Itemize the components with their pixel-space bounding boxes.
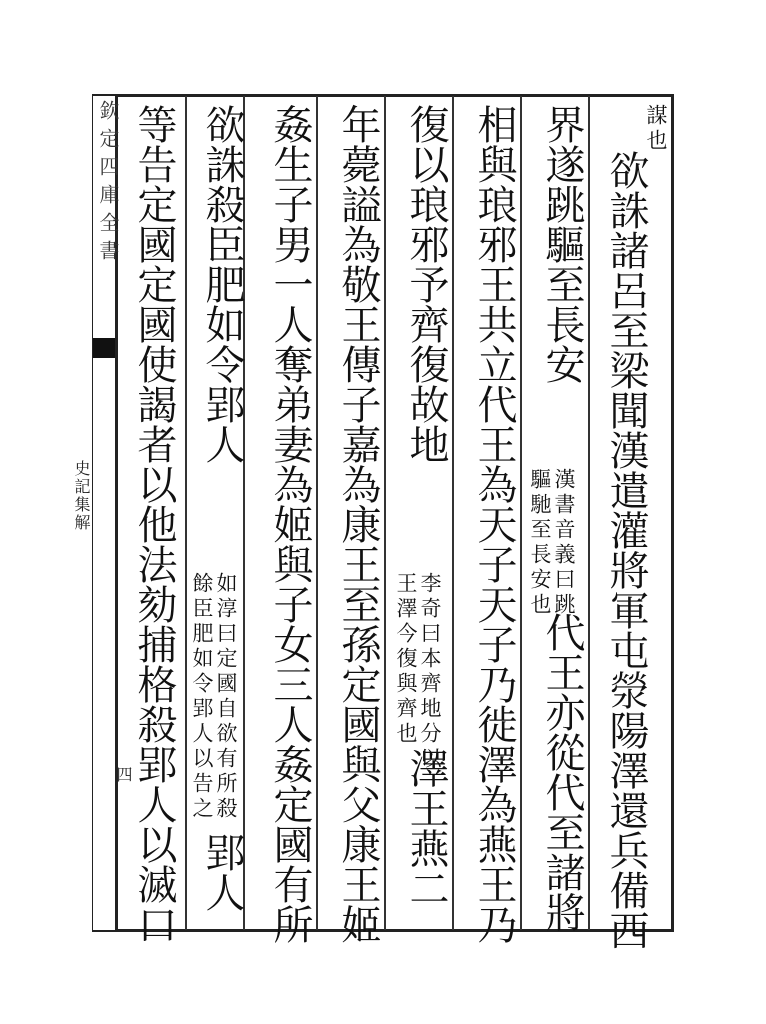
column-rule <box>384 96 386 930</box>
gutter-title: 欽定四庫全書 <box>96 100 120 268</box>
annotation-right: 漢書音義曰跳 <box>552 468 576 618</box>
text-column-4b: 澤王燕二 <box>403 748 449 908</box>
annotation: 謀也 <box>644 104 668 154</box>
text-column-5: 年薨謚為敬王傳子嘉為康王至孫定國與父康王姬 <box>335 104 381 944</box>
column-rule <box>588 96 590 930</box>
text-column-7a: 欲誅殺臣肥如令郢人 <box>199 104 245 464</box>
column-rule <box>316 96 318 930</box>
text-column-8: 等告定國定國使謁者以他法劾捕格殺郢人以滅口 <box>131 104 177 944</box>
text-column-4a: 復以琅邪予齊復故地 <box>403 104 449 464</box>
annotation-left: 驅馳至長安也 <box>528 468 552 618</box>
annotation-left: 餘臣肥如令郢人以告之 <box>190 572 214 822</box>
text-column-7b: 郢人 <box>199 832 245 912</box>
gutter-fishtail-mark <box>93 338 115 358</box>
text-column-1: 欲誅諸呂至梁聞漢遣灌將軍屯滎陽澤還兵備西 <box>603 150 649 950</box>
page-number: 四 <box>114 766 133 782</box>
text-column-3: 相與琅邪王共立代王為天子天子乃徙澤為燕王乃 <box>471 104 517 944</box>
text-column-2a: 界遂跳驅至長安 <box>539 104 585 384</box>
column-rule <box>185 96 187 930</box>
book-title: 史記集解 <box>72 460 91 532</box>
column-rule <box>520 96 522 930</box>
column-rule <box>452 96 454 930</box>
annotation-left: 王澤今復與齊也 <box>394 572 418 747</box>
text-column-6: 姦生子男一人奪弟妻為姬與子女三人姦定國有所 <box>267 104 313 944</box>
annotation-right: 如淳曰定國自欲有所殺 <box>214 572 238 822</box>
annotation-right: 李奇曰本齊地分以 <box>418 572 442 772</box>
text-column-2b: 代王亦從代至諸將 <box>539 612 585 932</box>
